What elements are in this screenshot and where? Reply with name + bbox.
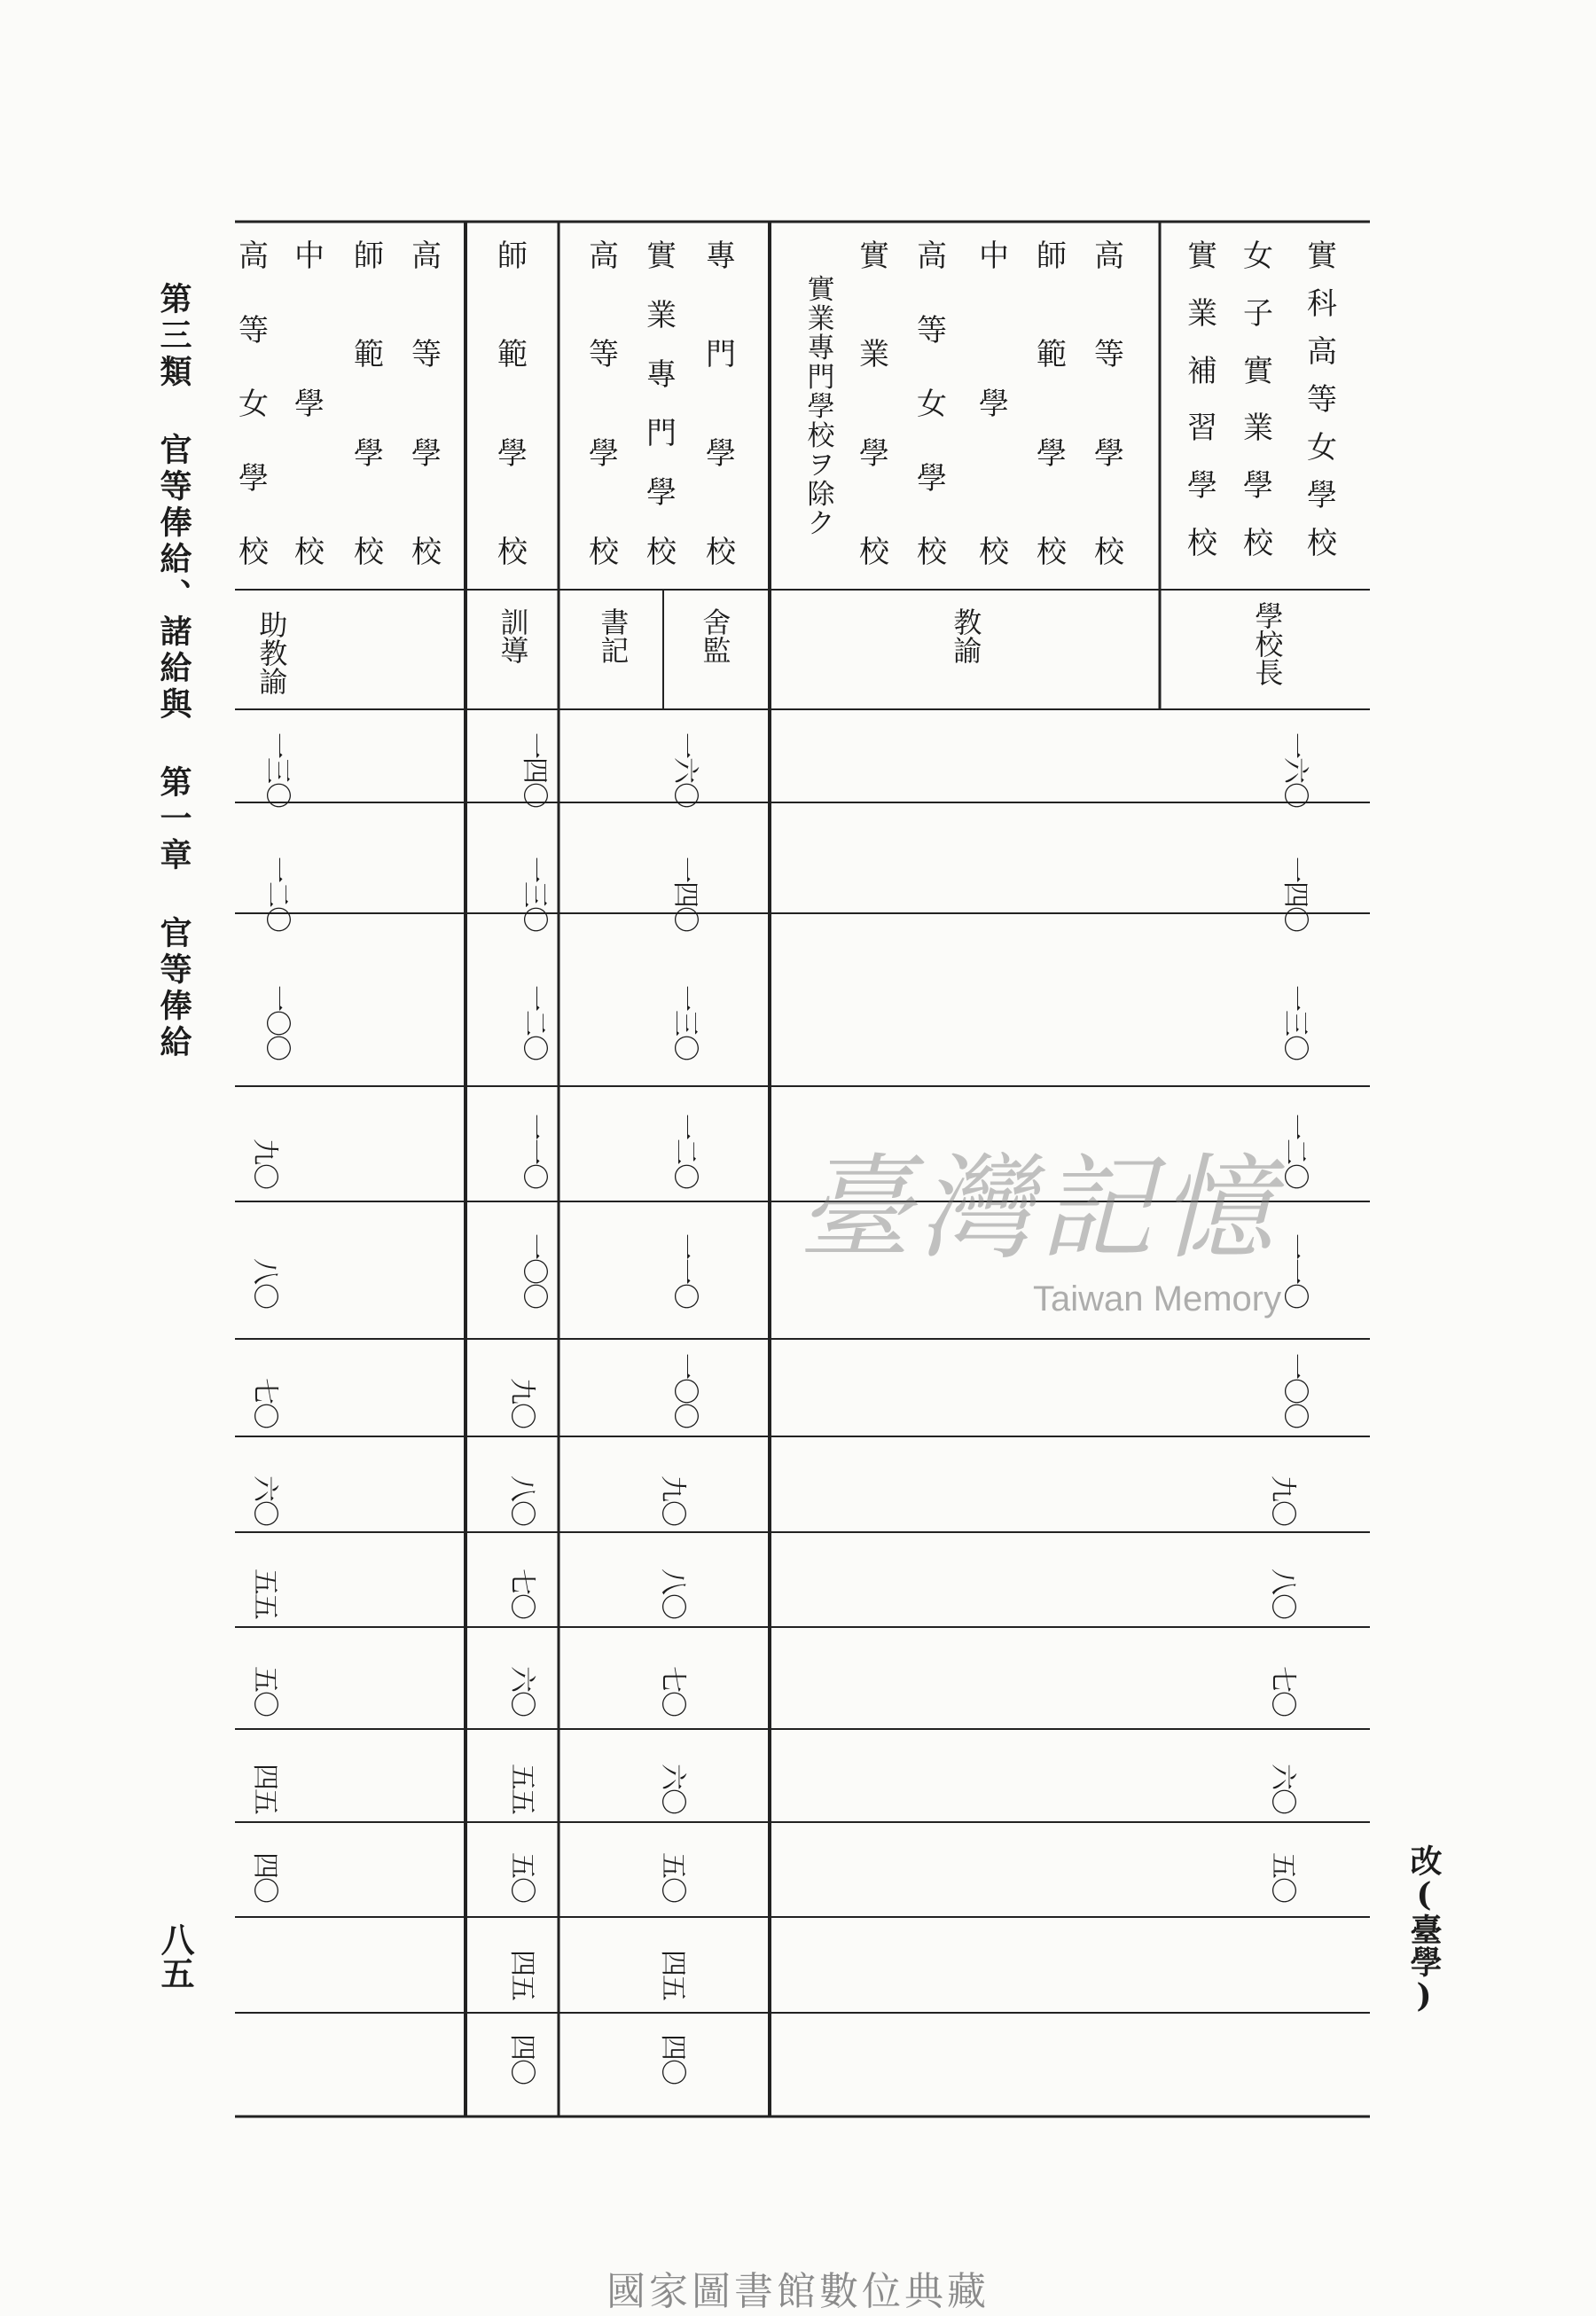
school-name: 女 子 實 業 學 校 <box>1243 239 1273 561</box>
salary-value: 一三〇 <box>669 985 700 1060</box>
salary-value: 一〇〇 <box>262 985 293 1060</box>
running-head: 第三類 官等俸給、諸給與 第一章 官等俸給 <box>155 282 192 1061</box>
salary-value: 六〇 <box>657 1764 688 1813</box>
salary-value: 四〇 <box>249 1852 280 1902</box>
salary-value: 一四〇 <box>519 732 550 807</box>
salary-value: 四五 <box>506 1950 537 1999</box>
school-name: 高 等 女 學 校 <box>917 239 947 570</box>
school-name: 實 業 專 門 學 校 <box>646 239 677 570</box>
salary-value: 八〇 <box>249 1258 280 1308</box>
salary-value: 一二〇 <box>669 1114 700 1188</box>
rank-label: 書記 <box>596 607 630 664</box>
rank-label: 助教諭 <box>254 610 289 695</box>
salary-value: 七〇 <box>1267 1666 1298 1716</box>
salary-value: 一二〇 <box>262 857 293 931</box>
salary-value: 一一〇 <box>669 1233 700 1308</box>
salary-value: 六〇 <box>249 1475 280 1525</box>
school-name: 高 等 女 學 校 <box>239 239 269 570</box>
salary-value: 一二〇 <box>1279 1114 1310 1188</box>
salary-value: 一三〇 <box>519 857 550 931</box>
salary-value: 八〇 <box>1267 1569 1298 1618</box>
school-name: 實 業 補 習 學 校 <box>1187 239 1217 561</box>
salary-value: 一六〇 <box>1279 732 1310 807</box>
salary-value: 六〇 <box>506 1666 537 1716</box>
salary-value: 一三〇 <box>262 732 293 807</box>
salary-value: 四〇 <box>506 2034 537 2084</box>
school-name: 高 等 學 校 <box>589 239 619 570</box>
salary-value: 五五 <box>249 1569 280 1618</box>
salary-value: 九〇 <box>249 1138 280 1188</box>
salary-value: 七〇 <box>657 1666 688 1716</box>
salary-value: 一二〇 <box>519 985 550 1060</box>
salary-value: 八〇 <box>657 1569 688 1618</box>
salary-value: 四五 <box>657 1950 688 1999</box>
watermark-text: Taiwan Memory <box>1033 1279 1282 1318</box>
school-name: 師 範 學 校 <box>497 239 528 570</box>
watermark-logo: 臺灣記憶 <box>798 1143 1281 1275</box>
school-name: 高 等 學 校 <box>1094 239 1124 570</box>
salary-value: 四五 <box>249 1764 280 1813</box>
salary-value: 一四〇 <box>669 857 700 931</box>
margin-note: 改(臺學) <box>1405 1844 1443 2015</box>
salary-value: 九〇 <box>1267 1475 1298 1525</box>
salary-value: 七〇 <box>249 1378 280 1428</box>
salary-value: 一〇〇 <box>669 1353 700 1428</box>
salary-value: 九〇 <box>657 1475 688 1525</box>
salary-value: 一四〇 <box>1279 857 1310 931</box>
salary-value: 一〇〇 <box>519 1233 550 1308</box>
school-note: 實 業 專 門 學 校 ヲ 除 ク <box>807 274 835 540</box>
salary-value: 六〇 <box>1267 1764 1298 1813</box>
school-name: 專 門 學 校 <box>706 239 736 570</box>
salary-value: 九〇 <box>506 1378 537 1428</box>
school-name: 高 等 學 校 <box>411 239 442 570</box>
salary-value: 八〇 <box>506 1475 537 1525</box>
school-name: 中 學 校 <box>979 239 1009 570</box>
salary-value: 一一〇 <box>1279 1233 1310 1308</box>
footer-caption: 國家圖書館數位典藏 <box>606 2269 990 2314</box>
rank-label: 訓導 <box>496 607 530 664</box>
salary-value: 五〇 <box>506 1852 537 1902</box>
salary-value: 一〇〇 <box>1279 1353 1310 1428</box>
school-name: 師 範 學 校 <box>1037 239 1067 570</box>
school-name: 實 業 學 校 <box>859 239 889 570</box>
salary-value: 一三〇 <box>1279 985 1310 1060</box>
salary-value: 一六〇 <box>669 732 700 807</box>
salary-value: 五〇 <box>1267 1852 1298 1902</box>
salary-value: 五〇 <box>249 1666 280 1716</box>
rank-label: 學校長 <box>1250 601 1285 686</box>
page-number: 八五 <box>155 1922 195 1990</box>
salary-value: 四〇 <box>657 2034 688 2084</box>
school-name: 師 範 學 校 <box>354 239 384 570</box>
salary-value: 一一〇 <box>519 1114 550 1188</box>
salary-value: 五五 <box>506 1764 537 1813</box>
rank-label: 舍監 <box>698 607 732 664</box>
rank-label: 教諭 <box>949 607 983 664</box>
salary-value: 七〇 <box>506 1569 537 1618</box>
salary-value: 五〇 <box>657 1852 688 1902</box>
school-name: 中 學 校 <box>294 239 325 570</box>
school-name: 實 科 高 等 女 學 校 <box>1307 239 1337 561</box>
